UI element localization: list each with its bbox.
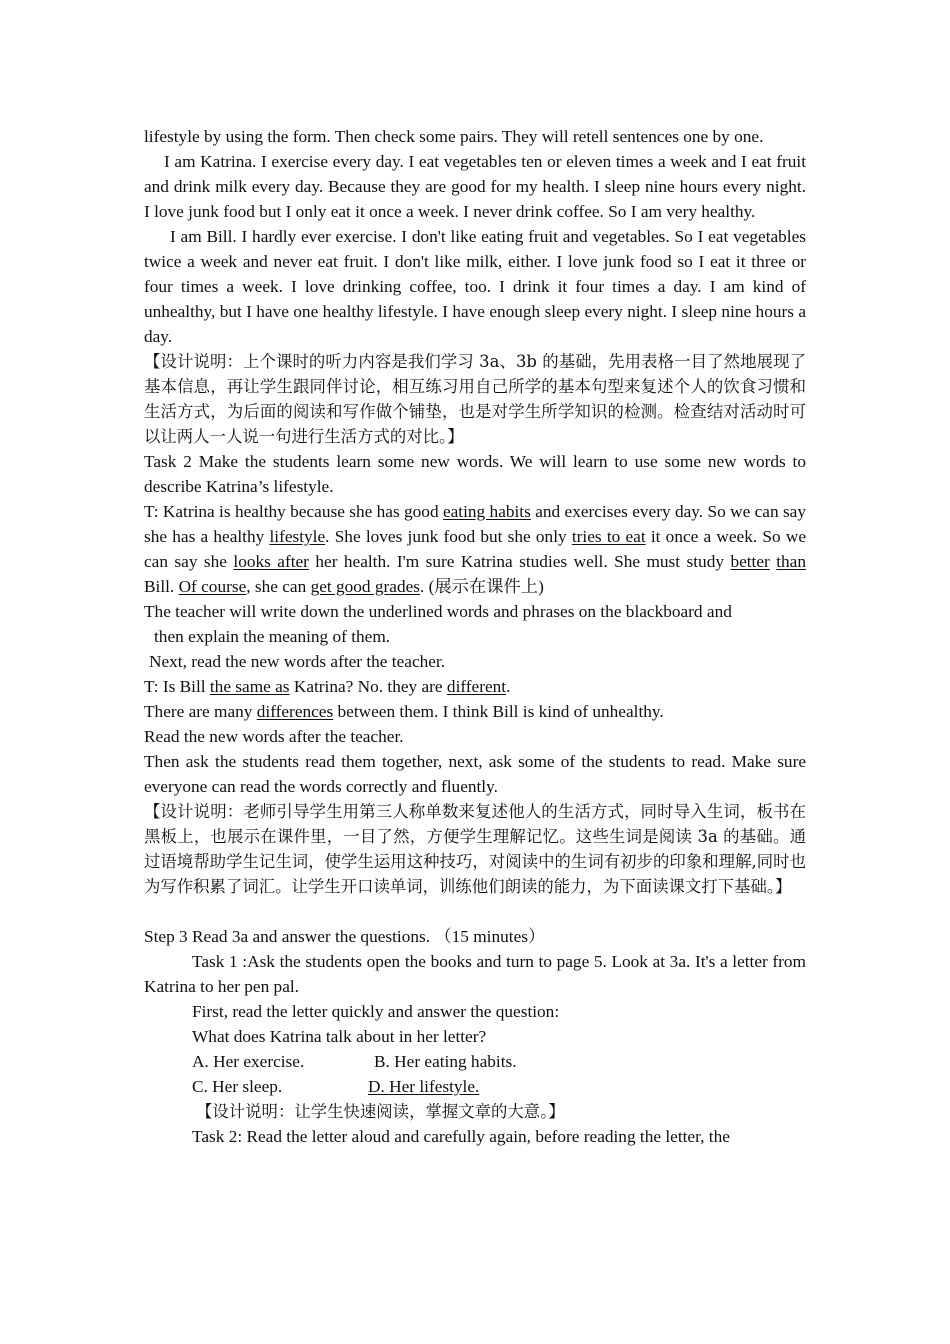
text-run: and exercises every day. So we can say she has a healthy xyxy=(144,502,806,546)
blank-line xyxy=(144,899,806,924)
task1-paragraph: Task 1 :Ask the students open the books and turn to page 5. Look at 3a. It's a letter from Katrina to her pen pal. xyxy=(144,952,806,996)
option-b: B. Her eating habits. xyxy=(374,1052,517,1071)
text-run: Bill. xyxy=(144,577,179,596)
text-run: it once a week. So we can say she xyxy=(144,527,807,571)
text-run: between them. I think Bill is kind of unhealthy. xyxy=(333,702,664,721)
options-row-1 xyxy=(144,1049,806,1074)
design-note-1: 【设计说明：上个课时的听力内容是我们学习 3a、3b 的基础，先用表格一目了然地展现了基本信息，再让学生跟同伴讨论，相互练习用自己所学的基本句型来复述个人的饮食习惯和生活方式，为后面的阅读和写作做个铺垫，也是对学生所学知识的检测。检查结对活动时可以让两人一人说一句进行生活方式的对比。】 xyxy=(144,352,806,446)
vocab-eating-habits: eating habits xyxy=(442,502,531,521)
text-run: . She loves junk food but she only xyxy=(325,527,572,546)
document-body xyxy=(144,124,806,1149)
vocab-tries-to-eat: tries to eat xyxy=(571,527,646,546)
design-note-2: 【设计说明：老师引导学生用第三人称单数来复述他人的生活方式，同时导入生词，板书在黑板上，也展示在课件里，一目了然，方便学生理解记忆。这些生词是阅读 3a 的基础。通过语境帮助学生记生词，使学生运用这种技巧，对阅读中的生词有初步的印象和理解,同时也为写作积累了词汇。让学生开口读单词，训练他们朗读的能力，为下面读课文打下基础。】 xyxy=(144,802,806,896)
text-run: her health. I'm sure Katrina studies well. She must study xyxy=(308,552,731,571)
next-read-line: Next, read the new words after the teacher. xyxy=(149,652,446,671)
first-read-line: First, read the letter quickly and answer the question: xyxy=(192,1002,560,1021)
text-run: There are many xyxy=(144,702,257,721)
intro-paragraph: lifestyle by using the form. Then check some pairs. They will retell sentences one by one. xyxy=(144,127,764,146)
option-d: D. Her lifestyle. xyxy=(368,1077,480,1096)
vocab-get-good-grades: get good grades xyxy=(310,577,420,596)
vocab-lifestyle: lifestyle xyxy=(269,527,326,546)
task2-heading: Task 2 Make the students learn some new words. We will learn to use some new words to describe Katrina’s lifestyle. xyxy=(144,452,806,496)
task2-read-line: Task 2: Read the letter aloud and carefully again, before reading the letter, the xyxy=(192,1127,730,1146)
vocab-looks-after: looks after xyxy=(233,552,309,571)
vocab-than: than xyxy=(776,552,806,571)
vocab-differences: differences xyxy=(256,702,334,721)
vocab-different: different xyxy=(446,677,507,696)
katrina-paragraph: I am Katrina. I exercise every day. I eat vegetables ten or eleven times a week and I eat fruit and drink milk every day. Because they are good for my health. I sleep nine hours every night. I love junk food but I only eat it once a week. I never drink coffee. So I am very healthy. xyxy=(144,152,806,221)
read-after-line: Read the new words after the teacher. xyxy=(144,727,404,746)
vocab-of-course: Of course xyxy=(178,577,247,596)
text-run: . xyxy=(506,677,511,696)
teacher-paragraph xyxy=(144,499,806,599)
text-run: , she can xyxy=(246,577,311,596)
bill-paragraph: I am Bill. I hardly ever exercise. I don't like eating fruit and vegetables. So I eat vegetables twice a week and never eat fruit. I don't like milk, either. I love junk food so I eat it three or four times a week. I love drinking coffee, too. I drink it four times a day. I am kind of unhealthy, but I have one healthy lifestyle. I have enough sleep every night. I sleep nine hours a day. xyxy=(144,227,806,346)
text-run: . (展示在课件上) xyxy=(419,577,544,596)
options-row-2 xyxy=(144,1074,806,1099)
option-a: A. Her exercise. xyxy=(192,1052,305,1071)
vocab-the-same-as: the same as xyxy=(209,677,290,696)
vocab-better: better xyxy=(730,552,770,571)
teacher-write-line-2: then explain the meaning of them. xyxy=(154,627,391,646)
teacher-write-line-1: The teacher will write down the underlined words and phrases on the blackboard and xyxy=(144,602,732,621)
question-line: What does Katrina talk about in her letter? xyxy=(192,1027,487,1046)
same-as-line xyxy=(144,674,806,699)
then-ask-paragraph: Then ask the students read them together, next, ask some of the students to read. Make sure everyone can read the words correctly and fluently. xyxy=(144,752,806,796)
step3-heading: Step 3 Read 3a and answer the questions. （15 minutes） xyxy=(144,927,546,946)
text-run: Katrina? No. they are xyxy=(289,677,447,696)
option-c: C. Her sleep. xyxy=(192,1077,283,1096)
text-run: T: Katrina is healthy because she has good xyxy=(144,502,443,521)
design-note-3: 【设计说明：让学生快速阅读，掌握文章的大意。】 xyxy=(196,1102,565,1121)
differences-line xyxy=(144,699,806,724)
text-run: T: Is Bill xyxy=(144,677,210,696)
